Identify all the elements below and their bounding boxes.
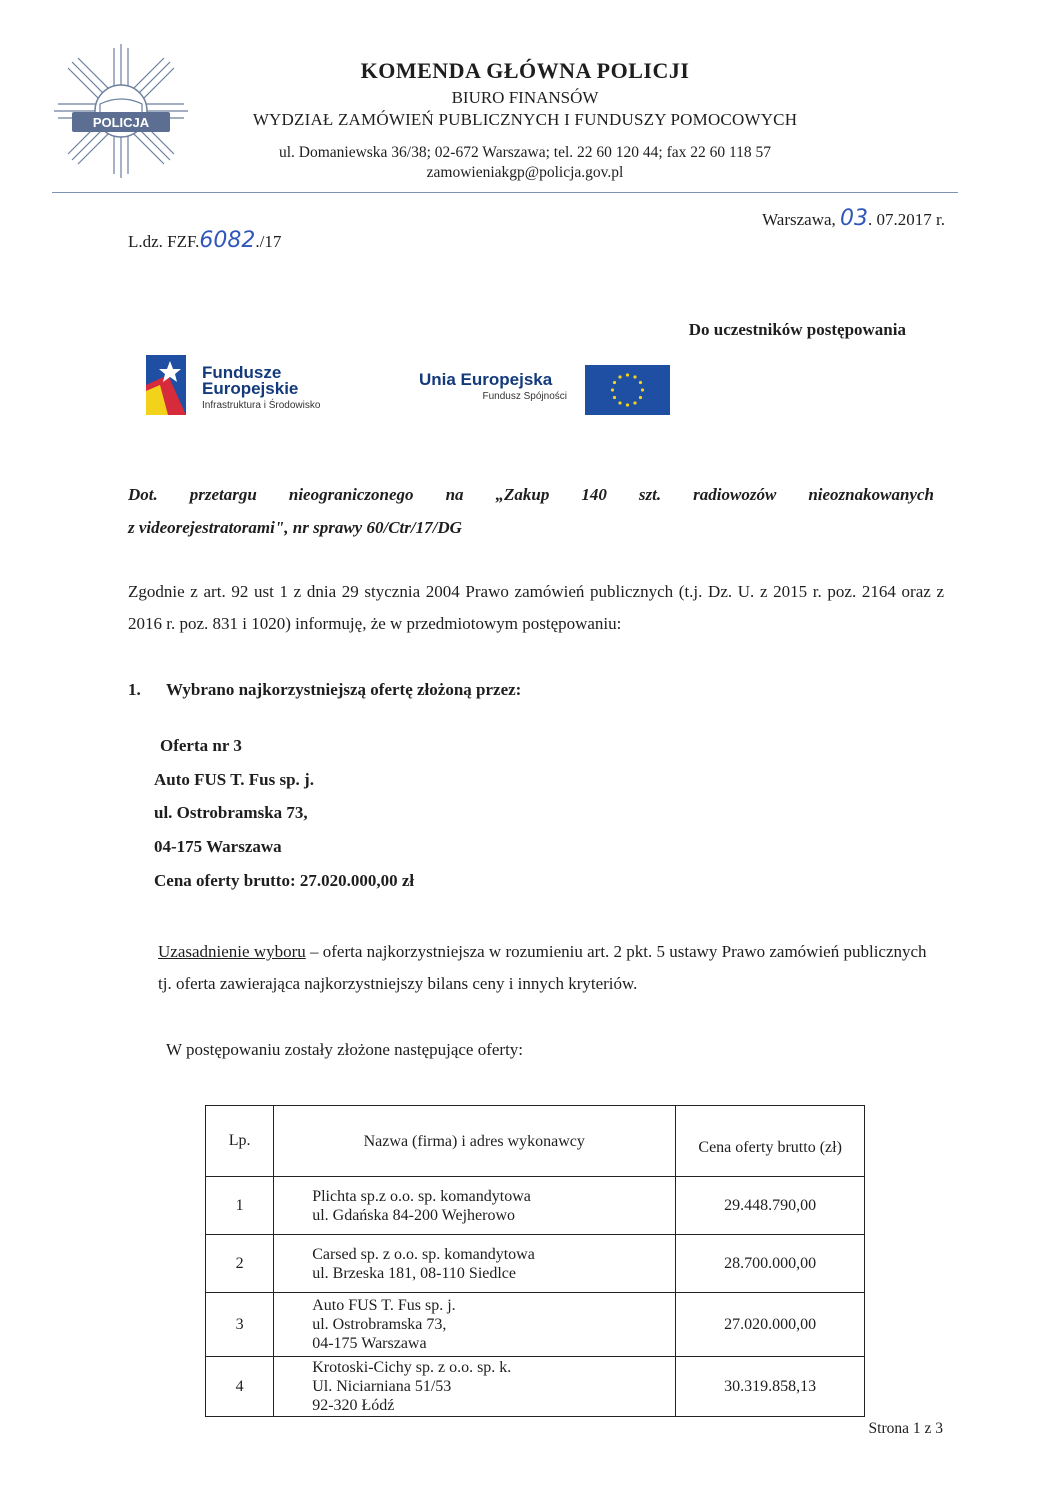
subject-word: na xyxy=(445,485,464,504)
subject-word: 140 xyxy=(581,485,607,504)
cell-name-line: Krotoski-Cichy sp. z o.o. sp. k. xyxy=(312,1359,512,1376)
winning-offer-number: Oferta nr 3 xyxy=(160,736,242,755)
date-handwritten-day: 03 xyxy=(840,206,869,231)
cell-name-line: ul. Gdańska 84-200 Wejherowo xyxy=(312,1206,516,1224)
cell-lp: 1 xyxy=(206,1177,274,1235)
winning-offer-street: ul. Ostrobramska 73, xyxy=(154,803,308,822)
eu-star-icon xyxy=(626,373,629,376)
cell-name-line: Auto FUS T. Fus sp. j. xyxy=(312,1297,456,1314)
winning-offer-city: 04-175 Warszawa xyxy=(154,837,282,856)
date-rest: . 07.2017 r. xyxy=(868,210,945,229)
winning-offer-price: Cena oferty brutto: 27.020.000,00 zł xyxy=(154,871,415,890)
header-address: ul. Domaniewska 36/38; 02-672 Warszawa; tel. 22 60 120 44; fax 22 60 118 57 xyxy=(278,144,772,161)
header-rule xyxy=(52,192,958,193)
header-title: KOMENDA GŁÓWNA POLICJI xyxy=(360,58,690,83)
subject-word: szt. xyxy=(638,485,662,504)
winning-offer-name: Auto FUS T. Fus sp. j. xyxy=(154,770,314,789)
table-row xyxy=(206,1357,865,1417)
table-row xyxy=(206,1235,865,1293)
subject-word: przetargu xyxy=(189,485,257,504)
document-date xyxy=(762,206,945,231)
eu-star-icon xyxy=(641,388,644,391)
header-department: WYDZIAŁ ZAMÓWIEŃ PUBLICZNYCH I FUNDUSZY POMOCOWYCH xyxy=(252,110,798,129)
section-1-heading xyxy=(128,680,521,700)
section-1-number: 1. xyxy=(128,680,141,699)
reference-suffix: ./17 xyxy=(255,232,282,251)
table-row xyxy=(206,1293,865,1357)
subject-word: nieograniczonego xyxy=(288,485,414,504)
fe-logo-line2: Europejskie xyxy=(202,379,299,398)
cell-price: 30.319.858,13 xyxy=(676,1357,865,1417)
eu-flag-icon xyxy=(585,365,670,415)
cell-name xyxy=(274,1357,676,1417)
table-header-row xyxy=(206,1106,865,1177)
cell-name-line: 04-175 Warszawa xyxy=(312,1335,427,1352)
policja-logo-text: POLICJA xyxy=(92,115,150,130)
subject-word: radiowozów xyxy=(693,485,777,504)
cell-lp: 3 xyxy=(206,1293,274,1357)
header-email: zamowieniakgp@policja.gov.pl xyxy=(426,164,624,181)
cell-name xyxy=(274,1177,676,1235)
header-subtitle: BIURO FINANSÓW xyxy=(451,88,599,107)
cell-lp: 4 xyxy=(206,1357,274,1417)
eu-star-icon xyxy=(618,375,621,378)
header-lp: Lp. xyxy=(206,1106,274,1177)
eu-star-icon xyxy=(611,388,614,391)
subject-word: Dot. xyxy=(128,485,158,504)
fe-logo-line3: Infrastruktura i Środowisko xyxy=(202,400,321,411)
table-intro: W postępowaniu zostały złożone następujące oferty: xyxy=(166,1040,524,1059)
eu-star-icon xyxy=(639,396,642,399)
cell-name-line: Ul. Niciarniana 51/53 xyxy=(312,1378,452,1395)
cell-name xyxy=(274,1235,676,1293)
intro-paragraph: Zgodnie z art. 92 ust 1 z dnia 29 stycznia 2004 Prawo zamówień publicznych (t.j. Dz. U. z 2015 r. poz. 2164 oraz z 2016 r. poz. 831 i 1020) informuję, że w przedmiotowym postępowaniu: xyxy=(128,582,944,633)
cell-name-line: ul. Brzeska 181, 08-110 Siedlce xyxy=(312,1264,517,1282)
justification-text: – oferta najkorzystniejsza w rozumieniu art. 2 pkt. 5 ustawy Prawo zamówień publicznych tj. oferta zawierająca najkorzystniejszy bilans ceny i innych kryteriów. xyxy=(158,942,927,993)
cell-price: 29.448.790,00 xyxy=(676,1177,865,1235)
subject-line2: z videorejestratorami", nr sprawy 60/Ctr/17/DG xyxy=(128,518,462,537)
subject-word: nieoznakowanych xyxy=(808,485,934,504)
eu-star-icon xyxy=(618,401,621,404)
fundusze-europejskie-icon xyxy=(146,355,186,415)
cell-name-line: Plichta sp.z o.o. sp. komandytowa xyxy=(312,1187,531,1205)
section-1-text: Wybrano najkorzystniejszą ofertę złożoną przez: xyxy=(166,680,522,699)
policja-logo xyxy=(50,40,192,182)
offers-table-body xyxy=(206,1177,865,1417)
header-price: Cena oferty brutto (zł) xyxy=(676,1106,865,1177)
eu-star-icon xyxy=(639,381,642,384)
subject xyxy=(128,478,934,544)
eu-star-icon xyxy=(633,401,636,404)
reference-number xyxy=(128,228,281,253)
cell-name-line: Carsed sp. z o.o. sp. komandytowa xyxy=(312,1245,535,1263)
eu-star-icon xyxy=(613,381,616,384)
cell-name-line: 92-320 Łódź xyxy=(312,1397,395,1414)
eu-star-icon xyxy=(626,403,629,406)
justification-label: Uzasadnienie wyboru xyxy=(158,942,306,961)
table-row xyxy=(206,1177,865,1235)
cell-lp: 2 xyxy=(206,1235,274,1293)
eu-star-icon xyxy=(613,396,616,399)
eu-star-icon xyxy=(633,375,636,378)
offers-table xyxy=(205,1105,865,1417)
addressee: Do uczestników postępowania xyxy=(688,320,906,339)
date-prefix: Warszawa, xyxy=(762,210,841,229)
fe-logo-line1: Fundusze xyxy=(202,363,282,382)
justification xyxy=(158,936,944,1000)
page-number: Strona 1 z 3 xyxy=(868,1420,943,1437)
cell-price: 27.020.000,00 xyxy=(676,1293,865,1357)
ue-logo-line1: Unia Europejska xyxy=(419,370,553,389)
header-name: Nazwa (firma) i adres wykonawcy xyxy=(274,1106,676,1177)
cell-name-line: ul. Ostrobramska 73, xyxy=(312,1316,447,1333)
reference-prefix: L.dz. FZF. xyxy=(128,232,200,251)
ue-logo-line2: Fundusz Spójności xyxy=(482,391,567,402)
cell-price: 28.700.000,00 xyxy=(676,1235,865,1293)
reference-handwritten: 6082 xyxy=(199,228,256,253)
subject-line1 xyxy=(128,478,934,511)
cell-name xyxy=(274,1293,676,1357)
subject-word: „Zakup xyxy=(495,485,550,504)
